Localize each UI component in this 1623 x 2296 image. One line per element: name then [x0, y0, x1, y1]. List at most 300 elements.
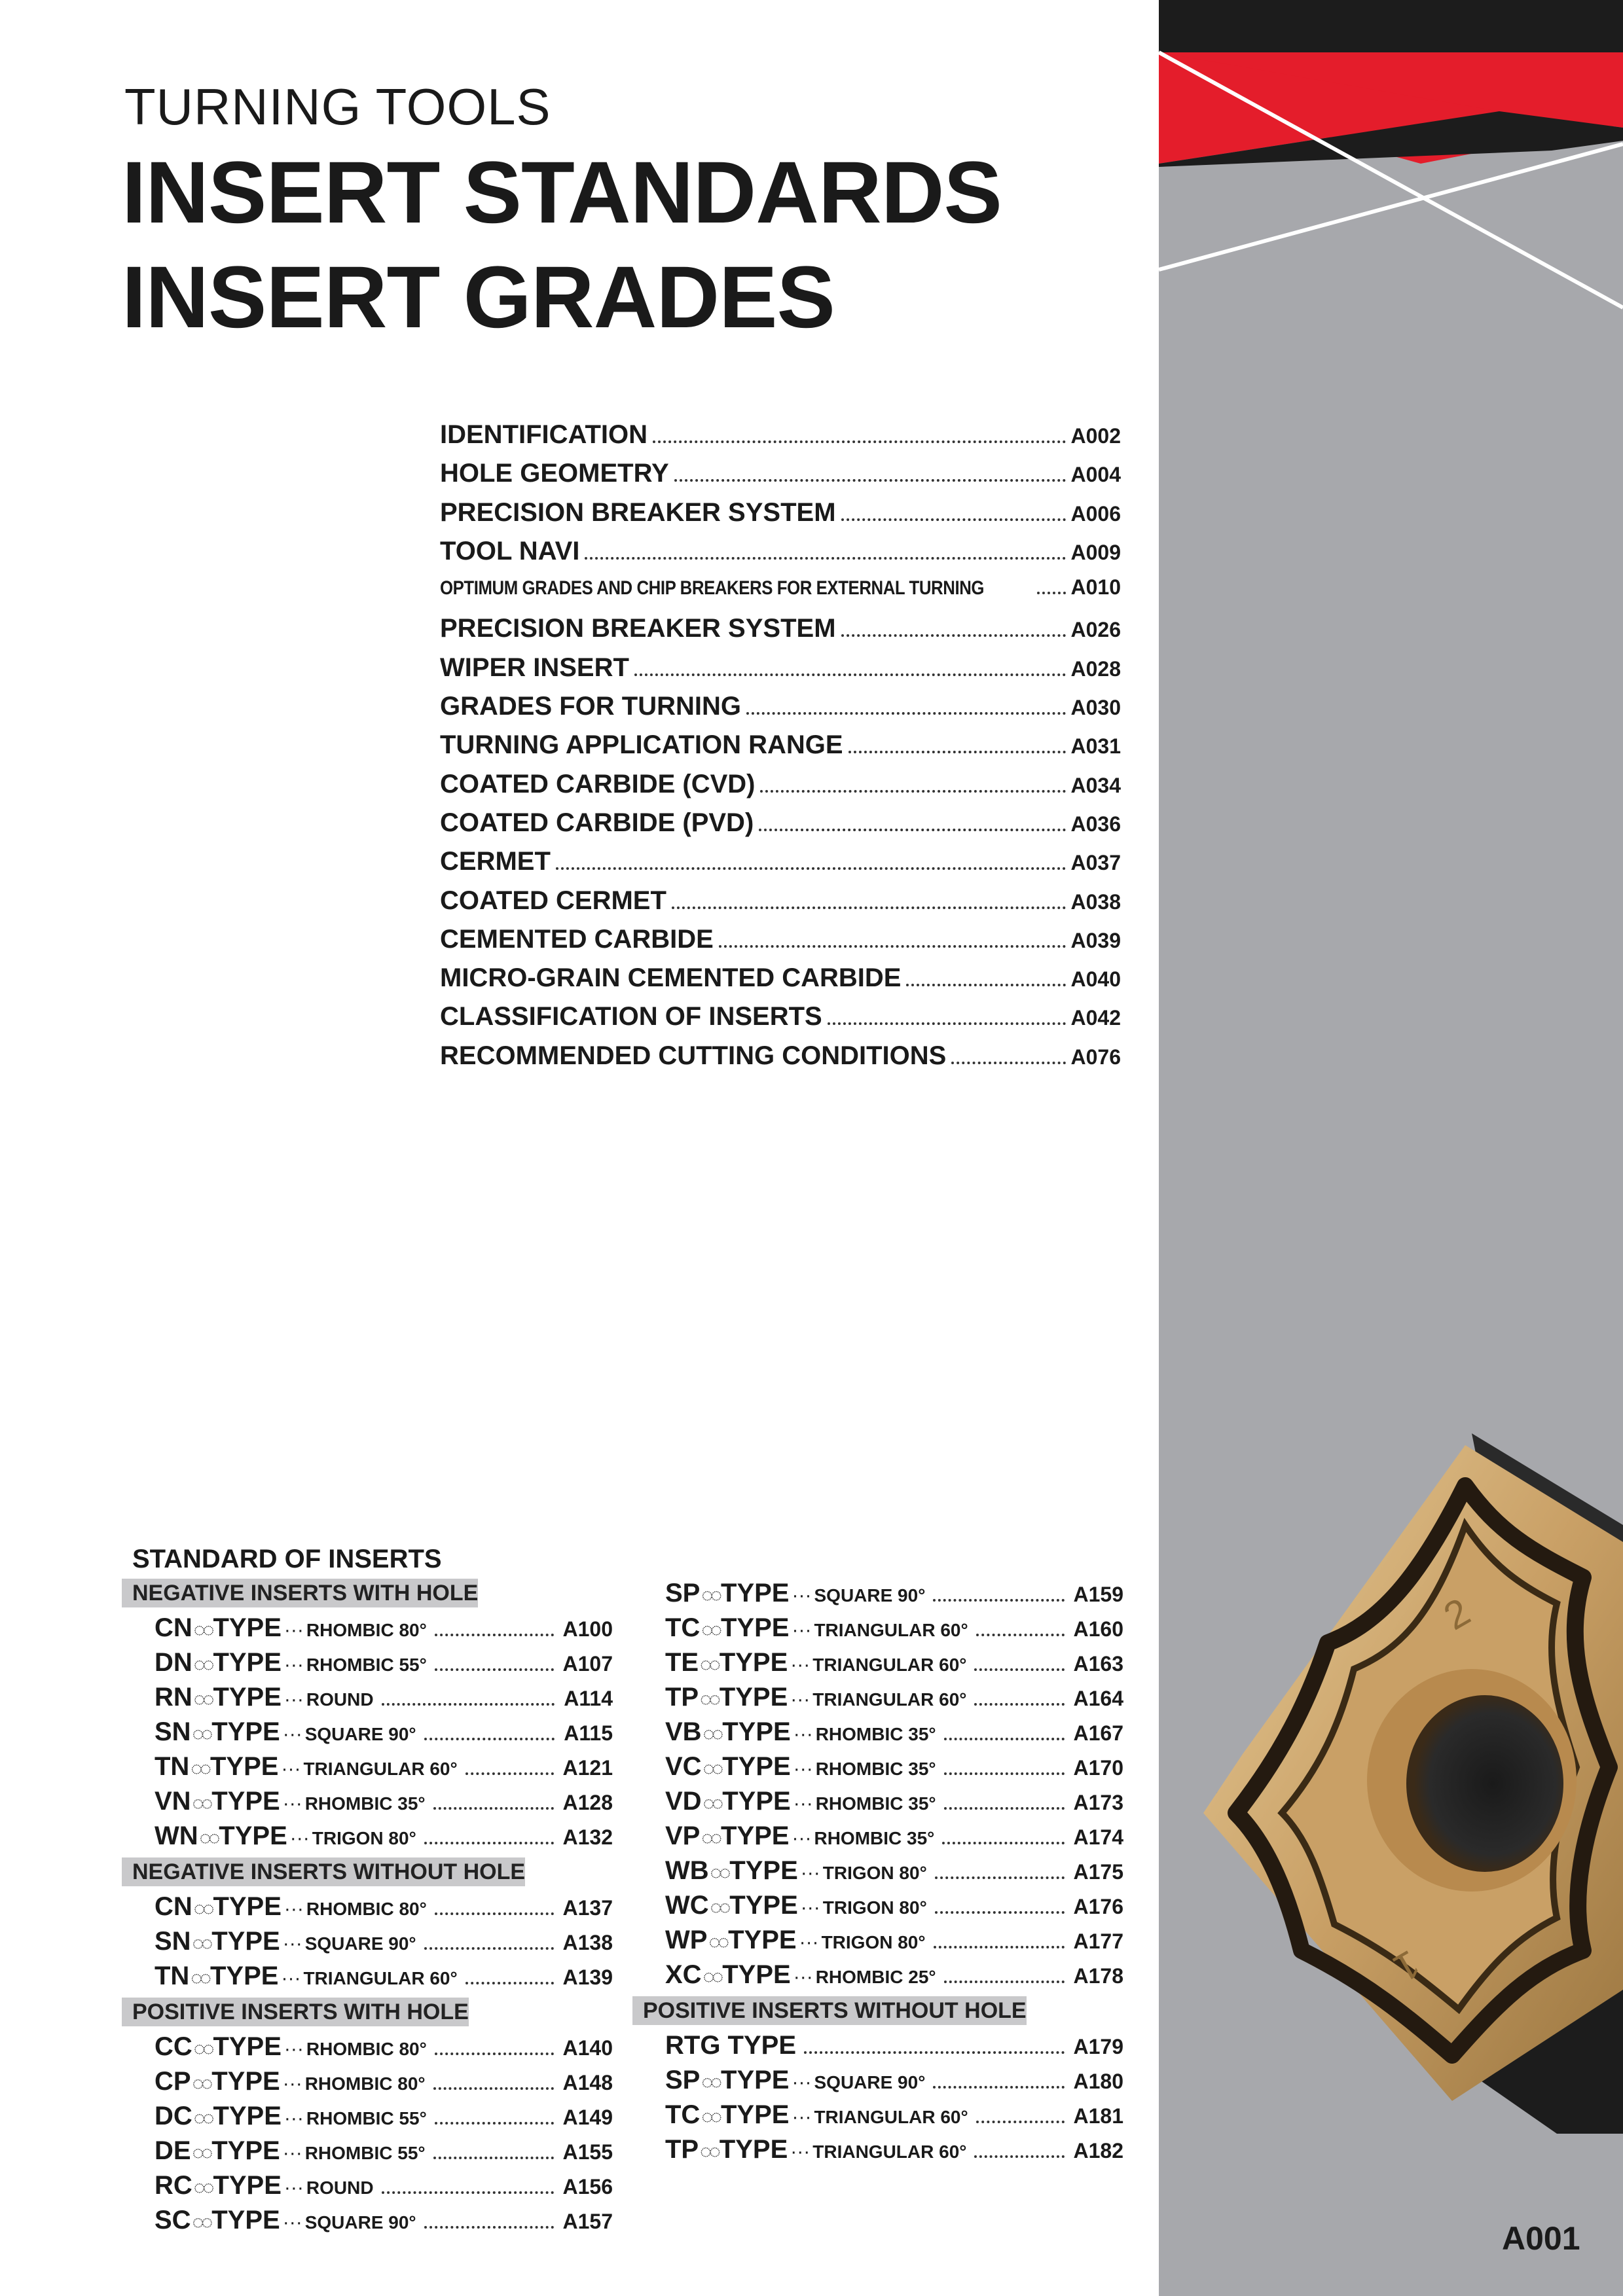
- leader-dots: [828, 1022, 1066, 1025]
- leader-dots: [841, 634, 1066, 637]
- leader-dots: [465, 1772, 554, 1775]
- insert-type-row[interactable]: [122, 1892, 613, 1927]
- page-ref: A157: [562, 2210, 613, 2233]
- insert-code-group: [155, 1787, 211, 1816]
- insert-type-row[interactable]: [122, 2102, 613, 2136]
- toc-page: A026: [1070, 618, 1121, 642]
- insert-shape: TRIANGULAR 60°: [303, 1968, 458, 1988]
- insert-type-row[interactable]: [632, 1926, 1123, 1960]
- insert-code: TE: [665, 1648, 699, 1677]
- insert-code: TC: [665, 1613, 701, 1642]
- leader-dots: [465, 1982, 554, 1984]
- toc-row[interactable]: [440, 575, 1121, 614]
- type-word: TYPE: [211, 2067, 280, 2096]
- separator-dots: ···: [282, 1933, 302, 1954]
- page-ref: A155: [562, 2140, 613, 2164]
- page-ref: A148: [562, 2071, 613, 2094]
- insert-code-group: [155, 1648, 213, 1677]
- insert-type-row[interactable]: [632, 1891, 1123, 1926]
- placeholder-circles: ◌◌: [702, 1723, 721, 1745]
- insert-code: DN: [155, 1648, 192, 1677]
- insert-code-group: [665, 1856, 729, 1886]
- page-ref: A107: [562, 1652, 613, 1676]
- toc-label: CLASSIFICATION OF INSERTS: [440, 1002, 822, 1031]
- toc-page: A034: [1070, 773, 1121, 797]
- insert-code: VC: [665, 1752, 702, 1781]
- type-word: TYPE: [213, 1683, 282, 1712]
- separator-dots: ···: [792, 1827, 812, 1849]
- insert-type-row[interactable]: [632, 1752, 1123, 1787]
- toc-row[interactable]: [440, 770, 1121, 808]
- insert-type-row[interactable]: [122, 1787, 613, 1821]
- insert-code: CN: [155, 1613, 192, 1642]
- page-ref: A176: [1073, 1895, 1123, 1918]
- insert-type-row[interactable]: [122, 1962, 613, 1996]
- leader-dots: [435, 1634, 554, 1636]
- separator-dots: ···: [282, 2212, 302, 2233]
- insert-type-row[interactable]: [632, 1683, 1123, 1717]
- section-heading: NEGATIVE INSERTS WITHOUT HOLE: [122, 1857, 525, 1886]
- page-ref: A140: [562, 2036, 613, 2060]
- insert-type-row[interactable]: [632, 2100, 1123, 2135]
- leader-dots: [433, 1807, 554, 1810]
- toc-row[interactable]: [440, 1002, 1121, 1041]
- toc-page: A031: [1070, 734, 1121, 759]
- placeholder-circles: ◌◌: [192, 2073, 211, 2094]
- placeholder-circles: ◌◌: [193, 2177, 212, 2198]
- insert-code-group: [665, 1752, 722, 1782]
- insert-type-row[interactable]: [632, 1717, 1123, 1752]
- insert-code-group: [155, 2067, 211, 2096]
- toc-row[interactable]: [440, 886, 1121, 925]
- insert-type-row[interactable]: [122, 2206, 613, 2240]
- toc-row[interactable]: [440, 730, 1121, 769]
- leader-dots: [848, 751, 1066, 753]
- page-ref: A182: [1073, 2139, 1123, 2162]
- leader-dots: [942, 1842, 1064, 1844]
- toc-page: A030: [1070, 696, 1121, 720]
- rtg-type-label: RTG TYPE: [665, 2031, 797, 2060]
- insert-type-row[interactable]: [632, 1856, 1123, 1891]
- insert-shape: RHOMBIC 35°: [815, 1759, 936, 1779]
- section-heading: NEGATIVE INSERTS WITH HOLE: [122, 1579, 478, 1607]
- placeholder-circles: ◌◌: [193, 2038, 212, 2060]
- insert-type-row[interactable]: [632, 2066, 1123, 2100]
- placeholder-circles: ◌◌: [701, 1619, 720, 1641]
- placeholder-circles: ◌◌: [700, 1654, 718, 1676]
- placeholder-circles: ◌◌: [708, 1931, 727, 1953]
- separator-dots: ···: [790, 2141, 811, 2162]
- section-heading: POSITIVE INSERTS WITHOUT HOLE: [632, 1996, 1027, 2025]
- insert-type-row[interactable]: [122, 1648, 613, 1683]
- page-kicker: TURNING TOOLS: [124, 78, 551, 135]
- type-word: TYPE: [721, 1579, 790, 1607]
- leader-dots: [672, 906, 1066, 909]
- insert-type-row[interactable]: [122, 1613, 613, 1648]
- page-title-line1: INSERT STANDARDS: [122, 144, 1002, 242]
- insert-code-group: [155, 2032, 213, 2062]
- separator-dots: ···: [792, 1619, 812, 1641]
- page-ref: A149: [562, 2106, 613, 2129]
- type-word: TYPE: [719, 2135, 788, 2164]
- toc-label: TURNING APPLICATION RANGE: [440, 730, 843, 760]
- insert-code-group: [665, 1717, 722, 1747]
- separator-dots: ···: [283, 1689, 304, 1710]
- page-ref: A170: [1073, 1756, 1123, 1780]
- leader-dots: [1037, 592, 1065, 594]
- insert-code: SC: [155, 2206, 191, 2234]
- insert-code-group: [665, 1579, 721, 1608]
- placeholder-circles: ◌◌: [700, 2141, 718, 2162]
- toc-row[interactable]: [440, 963, 1121, 1002]
- insert-type-row[interactable]: [632, 1613, 1123, 1648]
- type-word: TYPE: [719, 1683, 788, 1712]
- leader-dots: [424, 1947, 554, 1950]
- section-positive-with-hole: [122, 1998, 613, 2240]
- type-word: TYPE: [219, 1821, 287, 1850]
- page-ref: A128: [562, 1791, 613, 1814]
- type-word: TYPE: [719, 1648, 788, 1677]
- insert-code-group: [155, 2171, 213, 2200]
- insert-code: TN: [155, 1962, 190, 1990]
- leader-dots: [841, 518, 1066, 521]
- toc-row[interactable]: [440, 808, 1121, 847]
- insert-code-group: [155, 1752, 210, 1782]
- leader-dots: [933, 1599, 1064, 1602]
- type-word: TYPE: [729, 1856, 798, 1885]
- leader-dots: [935, 1876, 1065, 1879]
- insert-type-row[interactable]: [122, 1752, 613, 1787]
- insert-shape: RHOMBIC 55°: [306, 1655, 427, 1675]
- toc-page: A038: [1070, 889, 1121, 914]
- page-ref: A156: [562, 2175, 613, 2198]
- insert-shape: TRIGON 80°: [821, 1932, 926, 1952]
- toc-label: IDENTIFICATION: [440, 420, 648, 449]
- insert-shape: TRIANGULAR 60°: [303, 1759, 458, 1779]
- toc-page: A010: [1070, 575, 1121, 600]
- page-ref: A137: [562, 1896, 613, 1920]
- placeholder-circles: ◌◌: [701, 2106, 720, 2128]
- insert-shape: RHOMBIC 80°: [304, 2073, 426, 2094]
- insert-type-row[interactable]: [122, 1927, 613, 1962]
- placeholder-circles: ◌◌: [710, 1897, 729, 1918]
- leader-dots: [585, 557, 1065, 560]
- insert-type-row[interactable]: [122, 2171, 613, 2206]
- insert-code: VD: [665, 1787, 702, 1816]
- placeholder-circles: ◌◌: [192, 1723, 211, 1745]
- placeholder-circles: ◌◌: [193, 1654, 212, 1676]
- separator-dots: ···: [792, 1585, 812, 1606]
- separator-dots: ···: [790, 1654, 811, 1676]
- insert-code: XC: [665, 1960, 702, 1989]
- type-word: TYPE: [211, 1787, 280, 1816]
- insert-type-row[interactable]: [122, 2067, 613, 2102]
- leader-dots: [653, 440, 1065, 443]
- section-negative-without-hole: [122, 1857, 613, 1996]
- toc-row[interactable]: [440, 614, 1121, 653]
- leader-dots: [719, 945, 1066, 948]
- page-ref: A115: [564, 1721, 613, 1745]
- page-ref: A167: [1073, 1721, 1123, 1745]
- separator-dots: ···: [282, 2142, 302, 2164]
- insert-type-row[interactable]: [122, 1683, 613, 1717]
- toc-row[interactable]: [440, 925, 1121, 963]
- leader-dots: [435, 1912, 554, 1915]
- separator-dots: ···: [282, 2073, 302, 2094]
- insert-type-row[interactable]: [122, 1821, 613, 1856]
- leader-dots: [424, 1842, 554, 1844]
- insert-code: DC: [155, 2102, 192, 2130]
- insert-code: RC: [155, 2171, 192, 2200]
- placeholder-circles: ◌◌: [193, 1898, 212, 1920]
- insert-code-group: [665, 1891, 729, 1920]
- insert-shape: RHOMBIC 80°: [306, 1620, 427, 1640]
- insert-code-group: [665, 2066, 721, 2095]
- toc-row[interactable]: [440, 420, 1121, 459]
- toc-label: RECOMMENDED CUTTING CONDITIONS: [440, 1041, 947, 1070]
- insert-shape: RHOMBIC 55°: [306, 2108, 427, 2128]
- insert-type-row[interactable]: [122, 2136, 613, 2171]
- leader-dots: [974, 1703, 1064, 1706]
- toc-page: A076: [1070, 1045, 1121, 1069]
- insert-code-group: [665, 1787, 722, 1816]
- toc-page: A042: [1070, 1006, 1121, 1030]
- type-word: TYPE: [213, 1613, 282, 1642]
- separator-dots: ···: [283, 2038, 304, 2060]
- insert-type-row[interactable]: [632, 1648, 1123, 1683]
- toc-page: A004: [1070, 463, 1121, 487]
- insert-shape: SQUARE 90°: [304, 2212, 416, 2233]
- insert-code-group: [665, 1683, 720, 1712]
- toc-page: A006: [1070, 501, 1121, 526]
- leader-dots: [746, 712, 1066, 715]
- insert-shape: ROUND: [306, 1689, 374, 1710]
- toc-row[interactable]: [440, 847, 1121, 886]
- leader-dots: [974, 1668, 1064, 1671]
- leader-dots: [435, 1668, 554, 1671]
- toc-row[interactable]: [440, 653, 1121, 692]
- placeholder-circles: ◌◌: [192, 1793, 211, 1814]
- leader-dots: [944, 1738, 1065, 1740]
- placeholder-circles: ◌◌: [702, 1966, 721, 1988]
- leader-dots: [433, 2157, 554, 2159]
- type-word: TYPE: [213, 1648, 282, 1677]
- page-ref: A114: [564, 1687, 613, 1710]
- toc-label: GRADES FOR TURNING: [440, 692, 741, 721]
- toc-label: WIPER INSERT: [440, 653, 629, 682]
- page-ref: A164: [1073, 1687, 1123, 1710]
- toc-label: HOLE GEOMETRY: [440, 459, 669, 488]
- placeholder-circles: ◌◌: [702, 1758, 721, 1780]
- insert-list-right: [632, 1579, 1123, 2171]
- insert-type-row[interactable]: [632, 1579, 1123, 1613]
- separator-dots: ···: [799, 1931, 819, 1953]
- insert-shape: RHOMBIC 80°: [306, 1899, 427, 1919]
- type-word: TYPE: [213, 2102, 282, 2130]
- insert-code: DE: [155, 2136, 191, 2165]
- type-word: TYPE: [213, 1892, 282, 1921]
- toc-row[interactable]: [440, 1041, 1121, 1080]
- toc-label: PRECISION BREAKER SYSTEM: [440, 497, 836, 527]
- type-word: TYPE: [213, 2032, 282, 2061]
- leader-dots: [944, 1981, 1065, 1983]
- insert-shape: TRIANGULAR 60°: [812, 2142, 967, 2162]
- insert-code-group: [155, 1892, 213, 1922]
- page-ref: A163: [1073, 1652, 1123, 1676]
- page-ref: A177: [1073, 1929, 1123, 1953]
- type-word: TYPE: [722, 1752, 791, 1781]
- leader-dots: [974, 2155, 1064, 2158]
- insert-code: TN: [155, 1752, 190, 1781]
- type-word: TYPE: [721, 1821, 790, 1850]
- page-ref: A174: [1073, 1825, 1123, 1849]
- insert-code: SN: [155, 1927, 191, 1956]
- insert-code-group: [665, 2135, 720, 2164]
- leader-dots: [382, 2191, 554, 2194]
- toc-page: A037: [1070, 851, 1121, 875]
- page-number: A001: [1502, 2220, 1580, 2257]
- page-ref: A139: [562, 1965, 613, 1989]
- leader-dots: [951, 1062, 1065, 1064]
- insert-product-image: [1190, 1427, 1623, 2134]
- toc-label: PRECISION BREAKER SYSTEM: [440, 614, 836, 643]
- type-word: TYPE: [211, 2136, 280, 2165]
- table-of-contents: [440, 420, 1121, 1080]
- insert-code-group: [155, 2136, 211, 2166]
- insert-shape: TRIGON 80°: [312, 1828, 416, 1848]
- insert-code-group: [665, 1926, 728, 1955]
- insert-type-row[interactable]: [632, 1960, 1123, 1995]
- placeholder-circles: ◌◌: [700, 1689, 718, 1710]
- toc-label: CEMENTED CARBIDE: [440, 924, 714, 954]
- insert-code: VP: [665, 1821, 701, 1850]
- toc-label: COATED CARBIDE (PVD): [440, 808, 754, 837]
- page-ref: A121: [562, 1756, 613, 1780]
- separator-dots: ···: [793, 1793, 813, 1814]
- placeholder-circles: ◌◌: [701, 1585, 720, 1606]
- insert-shape: RHOMBIC 25°: [815, 1967, 936, 1987]
- insert-type-row[interactable]: [632, 2031, 1123, 2066]
- type-word: TYPE: [728, 1926, 797, 1954]
- insert-code: TP: [665, 1683, 699, 1712]
- type-word: TYPE: [210, 1752, 279, 1781]
- insert-code-group: [155, 2206, 211, 2235]
- separator-dots: ···: [289, 1827, 310, 1849]
- section-positive-without-hole: [632, 1996, 1123, 2170]
- toc-label: COATED CARBIDE (CVD): [440, 769, 756, 798]
- page-title-line2: INSERT GRADES: [122, 249, 835, 346]
- toc-page: A036: [1070, 812, 1121, 836]
- placeholder-circles: ◌◌: [193, 1619, 212, 1641]
- leader-dots: [906, 984, 1065, 986]
- insert-code: WB: [665, 1856, 709, 1885]
- separator-dots: ···: [281, 1967, 301, 1989]
- page-ref: A138: [562, 1931, 613, 1954]
- leader-dots: [424, 2226, 554, 2229]
- separator-dots: ···: [790, 1689, 811, 1710]
- type-word: TYPE: [210, 1962, 279, 1990]
- toc-row[interactable]: [440, 459, 1121, 497]
- leader-dots: [556, 867, 1066, 870]
- insert-code-group: [665, 1613, 721, 1643]
- insert-shape: RHOMBIC 55°: [304, 2143, 426, 2163]
- leader-dots: [435, 2122, 554, 2125]
- placeholder-circles: ◌◌: [192, 2142, 211, 2164]
- leader-dots: [424, 1738, 555, 1740]
- separator-dots: ···: [282, 1723, 302, 1745]
- insert-code: SP: [665, 1579, 701, 1607]
- placeholder-circles: ◌◌: [191, 1758, 209, 1780]
- insert-code: SP: [665, 2066, 701, 2094]
- insert-shape: ROUND: [306, 2178, 374, 2198]
- separator-dots: ···: [281, 1758, 301, 1780]
- insert-code-group: [155, 1613, 213, 1643]
- insert-shape: TRIGON 80°: [822, 1897, 927, 1918]
- page-ref: A160: [1073, 1617, 1123, 1641]
- insert-type-row[interactable]: [632, 1821, 1123, 1856]
- page-ref: A181: [1073, 2104, 1123, 2128]
- placeholder-circles: ◌◌: [191, 1967, 209, 1989]
- insert-type-row[interactable]: [122, 2032, 613, 2067]
- insert-shape: SQUARE 90°: [304, 1724, 416, 1744]
- leader-dots: [976, 1634, 1065, 1636]
- insert-shape: TRIGON 80°: [822, 1863, 927, 1883]
- placeholder-circles: ◌◌: [710, 1862, 729, 1884]
- insert-code-group: [155, 2102, 213, 2131]
- separator-dots: ···: [283, 1898, 304, 1920]
- insert-shape: RHOMBIC 35°: [815, 1793, 936, 1814]
- toc-row[interactable]: [440, 692, 1121, 730]
- insert-type-row[interactable]: [632, 1787, 1123, 1821]
- insert-code: SN: [155, 1717, 191, 1746]
- leader-dots: [759, 829, 1065, 831]
- page-ref: A175: [1073, 1860, 1123, 1884]
- toc-page: A009: [1070, 540, 1121, 564]
- toc-label: TOOL NAVI: [440, 536, 580, 565]
- insert-shape: TRIANGULAR 60°: [814, 1620, 968, 1640]
- type-word: TYPE: [729, 1891, 798, 1920]
- toc-page: A039: [1070, 928, 1121, 952]
- leader-dots: [760, 790, 1065, 793]
- type-word: TYPE: [722, 1960, 791, 1989]
- leader-dots: [674, 479, 1066, 482]
- insert-type-row[interactable]: [122, 1717, 613, 1752]
- type-word: TYPE: [211, 2206, 280, 2234]
- insert-code: WP: [665, 1926, 708, 1954]
- section-positive-with-hole-cont: [632, 1544, 1123, 1995]
- type-word: TYPE: [722, 1787, 791, 1816]
- toc-row[interactable]: [440, 498, 1121, 537]
- insert-type-row[interactable]: [632, 2135, 1123, 2170]
- toc-page: A040: [1070, 967, 1121, 992]
- insert-code-group: [155, 1927, 211, 1956]
- leader-dots: [935, 1911, 1065, 1914]
- placeholder-circles: ◌◌: [702, 1793, 721, 1814]
- leader-dots: [976, 2121, 1065, 2123]
- page-ref: A132: [562, 1825, 613, 1849]
- insert-code-group: [155, 1683, 213, 1712]
- insert-code-group: [665, 1960, 722, 1990]
- leader-dots: [433, 2087, 554, 2090]
- standard-of-inserts-title: STANDARD OF INSERTS: [132, 1545, 442, 1573]
- insert-shape: RHOMBIC 35°: [304, 1793, 426, 1814]
- toc-page: A028: [1070, 656, 1121, 681]
- insert-shape: TRIANGULAR 60°: [814, 2107, 968, 2127]
- toc-row[interactable]: [440, 537, 1121, 575]
- type-word: TYPE: [720, 2100, 790, 2129]
- insert-code: RN: [155, 1683, 192, 1712]
- insert-shape: TRIANGULAR 60°: [812, 1655, 967, 1675]
